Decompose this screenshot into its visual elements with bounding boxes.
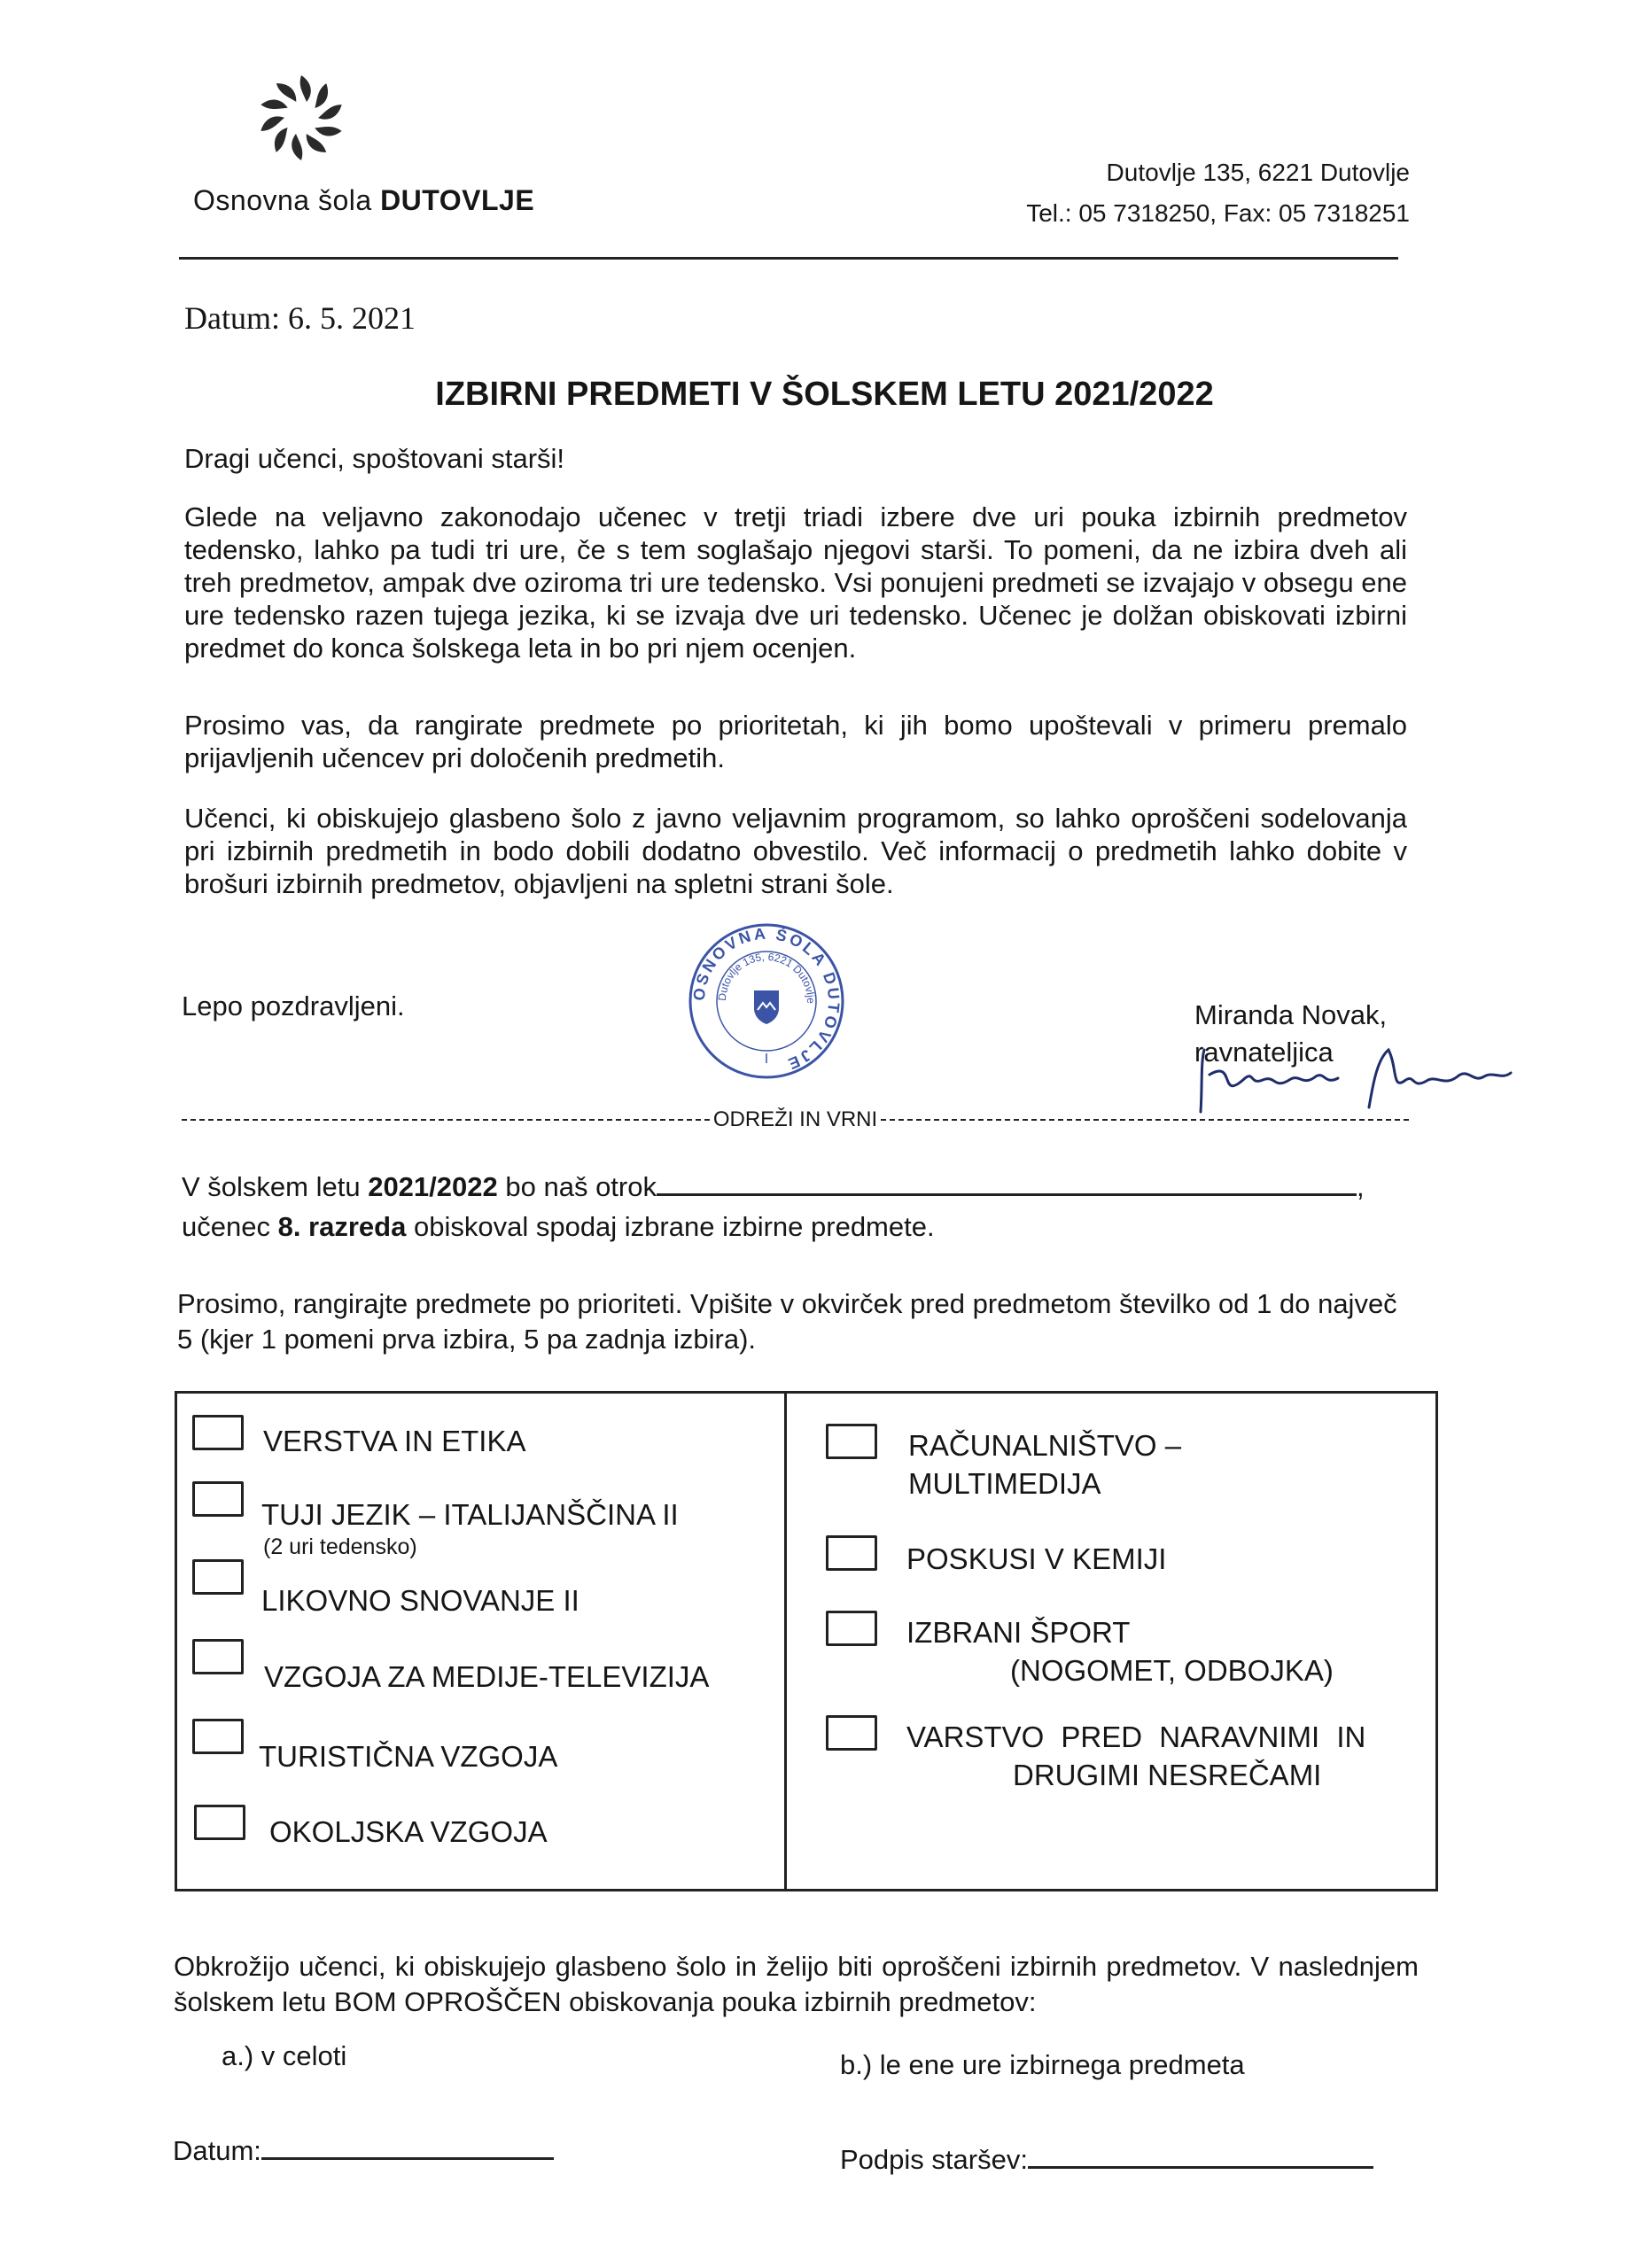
- school-logo: [248, 69, 354, 167]
- footer-signature: [840, 2144, 1373, 2176]
- school-name-bold: DUTOVLJE: [380, 184, 535, 216]
- subject-label: (NOGOMET, ODBOJKA): [1010, 1654, 1334, 1687]
- form-line-2: [182, 1211, 935, 1243]
- footer-date-label: Datum:: [173, 2135, 261, 2166]
- form-line1-end: ,: [1356, 1171, 1365, 1202]
- cut-dash-right: [881, 1119, 1409, 1121]
- rank-box-likovno[interactable]: [192, 1559, 244, 1595]
- rank-box-okoljska[interactable]: [194, 1805, 245, 1840]
- footer-date: [173, 2135, 554, 2167]
- form-line-1: [182, 1171, 1365, 1203]
- form-line1-suffix: bo naš otrok: [505, 1171, 657, 1202]
- subject-label: VZGOJA ZA MEDIJE-TELEVIZIJA: [264, 1660, 710, 1693]
- cut-label: ODREŽI IN VRNI: [712, 1107, 878, 1131]
- signatory-name: Miranda Novak,: [1194, 999, 1388, 1030]
- option-b[interactable]: b.) le ene ure izbirnega predmeta: [840, 2049, 1245, 2080]
- signatory-role: ravnateljica: [1194, 1037, 1334, 1068]
- footer-sign-label: Podpis staršev:: [840, 2144, 1028, 2175]
- form-line2-suffix: obiskoval spodaj izbrane izbirne predmete.: [413, 1211, 935, 1242]
- subject-label: DRUGIMI NESREČAMI: [1013, 1759, 1322, 1791]
- document-date: Datum: 6. 5. 2021: [184, 300, 416, 336]
- rank-box-varstvo[interactable]: [826, 1715, 877, 1751]
- school-contact: [1026, 152, 1410, 234]
- ranking-instructions: Prosimo, rangirajte predmete po prioriteti. Vpišite v okvirček pred predmetom številko od 1 do največ 5 (kjer 1 pomeni prva izbira, 5 pa zadnja izbira).: [177, 1288, 1397, 1355]
- paragraph-1: Glede na veljavno zakonodajo učenec v tretji triadi izbere dve uri pouka izbirnih predmetov tedensko, lahko pa tudi tri ure, če s tem soglašajo njegovi starši. To pomeni, da ne izbira dveh ali treh predmetov, ampak dve oziroma tri ure tedensko. Vsi ponujeni predmeti se izvajajo v obsegu ene ure tedensko razen tujega jezika, ki se izvaja dve uri tedensko. Učenec je dolžan obiskovati izbirni predmet do konca šolskega leta in bo pri njem ocenjen.: [184, 501, 1407, 664]
- greeting: Dragi učenci, spoštovani starši!: [184, 443, 565, 474]
- rank-box-sport[interactable]: [826, 1611, 877, 1646]
- paragraph-3: Učenci, ki obiskujejo glasbeno šolo z javno veljavnim programom, so lahko oproščeni sodelovanja pri izbirnih predmetih in bodo dobili dodatno obvestilo. Več informacij o predmetih lahko dobite v brošuri izbirnih predmetov, objavljeni na spletni strani šole.: [184, 803, 1407, 899]
- school-stamp: [687, 921, 846, 1081]
- option-a[interactable]: a.) v celoti: [222, 2040, 347, 2071]
- rank-box-verstva[interactable]: [192, 1415, 244, 1450]
- paragraph-2: Prosimo vas, da rangirate predmete po prioritetah, ki jih bomo upoštevali v primeru premalo prijavljenih učencev pri določenih predmetih.: [184, 710, 1407, 773]
- footer-date-field[interactable]: [261, 2140, 554, 2160]
- school-address: Dutovlje 135, 6221 Dutovlje: [1106, 159, 1410, 186]
- music-school-note: Obkrožijo učenci, ki obiskujejo glasbeno šolo in želijo biti oproščeni izbirnih predmetov. V naslednjem šolskem letu BOM OPROŠČEN obiskovanja pouka izbirnih predmetov:: [174, 1951, 1419, 2017]
- cut-dash-left: [182, 1119, 710, 1121]
- subject-label: RAČUNALNIŠTVO –: [908, 1429, 1182, 1462]
- child-name-field[interactable]: [657, 1172, 1357, 1196]
- subject-label: MULTIMEDIJA: [908, 1467, 1101, 1500]
- form-line1-prefix: V šolskem letu: [182, 1171, 361, 1202]
- subject-note: (2 uri tedensko): [263, 1534, 417, 1559]
- school-name: [193, 184, 534, 217]
- stamp-outer-text: OSNOVNA ŠOLA DUTOVLJE: [689, 924, 844, 1075]
- school-phone-fax: Tel.: 05 7318250, Fax: 05 7318251: [1026, 199, 1410, 227]
- subject-label: OKOLJSKA VZGOJA: [269, 1815, 548, 1848]
- stamp-mark: I: [764, 1052, 769, 1067]
- rank-box-racunalnistvo[interactable]: [826, 1424, 877, 1459]
- rank-box-vzgoja-mediji[interactable]: [192, 1639, 244, 1674]
- cut-line: [182, 1107, 1409, 1132]
- closing-text: Lepo pozdravljeni.: [182, 990, 405, 1021]
- rank-box-turisticna[interactable]: [192, 1719, 244, 1754]
- subject-label: TURISTIČNA VZGOJA: [259, 1740, 558, 1773]
- form-grade: 8. razreda: [277, 1211, 407, 1242]
- subject-label: IZBRANI ŠPORT: [906, 1616, 1131, 1649]
- form-school-year: 2021/2022: [368, 1171, 498, 1202]
- subject-label: TUJI JEZIK – ITALIJANŠČINA II: [261, 1498, 679, 1531]
- subject-label: LIKOVNO SNOVANJE II: [261, 1584, 579, 1617]
- parent-signature-field[interactable]: [1028, 2148, 1373, 2169]
- subjects-table-divider: [784, 1391, 787, 1891]
- document-title: IZBIRNI PREDMETI V ŠOLSKEM LETU 2021/2022: [435, 376, 1214, 413]
- stamp-inner-text: Dutovlje 135, 6221 Dutovlje: [715, 950, 818, 1004]
- school-prefix: Osnovna šola: [193, 184, 372, 216]
- form-line2-prefix: učenec: [182, 1211, 270, 1242]
- rank-box-kemija[interactable]: [826, 1535, 877, 1571]
- rank-box-tuji-jezik[interactable]: [192, 1481, 244, 1517]
- subject-label: POSKUSI V KEMIJI: [906, 1542, 1167, 1575]
- subject-label: VERSTVA IN ETIKA: [263, 1425, 526, 1457]
- subject-label: VARSTVO PRED NARAVNIMI IN: [906, 1720, 1366, 1753]
- header-rule: [179, 257, 1398, 260]
